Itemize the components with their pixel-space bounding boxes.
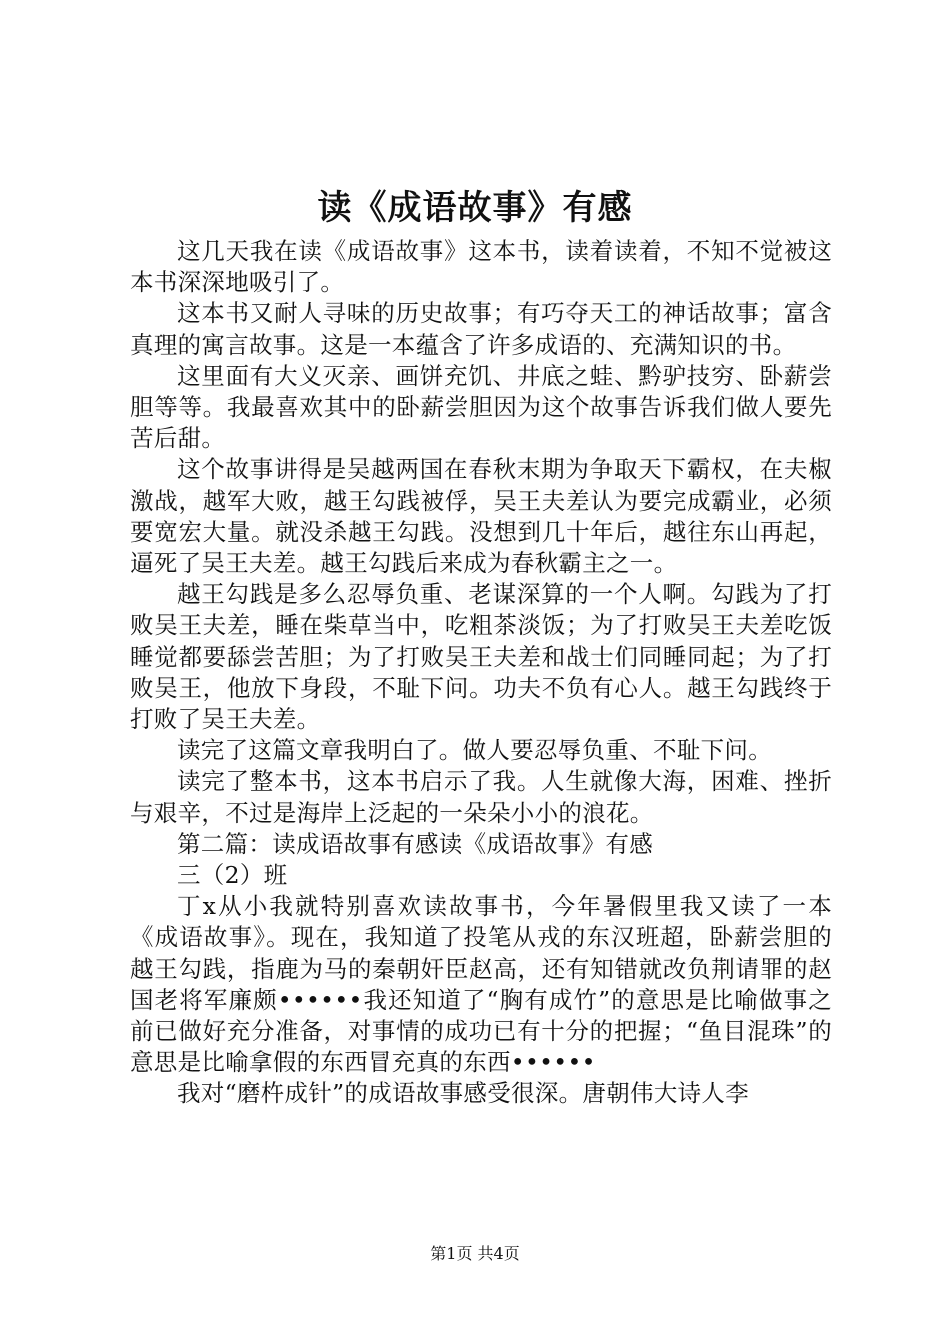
class-label: 三（2）班: [177, 861, 288, 890]
second-article-heading: 第二篇：读成语故事有感读《成语故事》有感: [177, 829, 653, 858]
paragraph: 这个故事讲得是吴越两国在春秋末期为争取天下霸权，在夫椒激战，越军大败，越王勾践被俘，吴王夫差认为要完成霸业，必须要宽宏大量。就没杀越王勾践。没想到几十年后，越往东山再起，逼死了吴王夫差。越王勾践后来成为春秋霸主之一。: [130, 455, 832, 578]
paragraph: 这本书又耐人寻味的历史故事；有巧夺天工的神话故事；富含真理的寓言故事。这是一本蕴含了许多成语的、充满知识的书。: [130, 299, 832, 359]
paragraph: 读完了这篇文章我明白了。做人要忍辱负重、不耻下问。: [177, 736, 772, 765]
document-title: 读《成语故事》有感: [317, 188, 633, 228]
page-number-footer: 第1页 共4页: [430, 1244, 520, 1263]
paragraph: 越王勾践是多么忍辱负重、老谋深算的一个人啊。勾践为了打败吴王夫差，睡在柴草当中，吃粗茶淡饭；为了打败吴王夫差吃饭睡觉都要舔尝苦胆；为了打败吴王夫差和战士们同睡同起；为了打败吴王，他放下身段，不耻下问。功夫不负有心人。越王勾践终于打败了吴王夫差。: [130, 580, 832, 734]
paragraph: 这几天我在读《成语故事》这本书，读着读着，不知不觉被这本书深深地吸引了。: [130, 237, 832, 297]
paragraph: 读完了整本书，这本书启示了我。人生就像大海，困难、挫折与艰辛，不过是海岸上泛起的一朵朵小小的浪花。: [130, 767, 832, 827]
paragraph: 这里面有大义灭亲、画饼充饥、井底之蛙、黔驴技穷、卧薪尝胆等等。我最喜欢其中的卧薪尝胆因为这个故事告诉我们做人要先苦后甜。: [130, 361, 832, 453]
document-body: [130, 236, 832, 1110]
paragraph: 丁x从小我就特别喜欢读故事书，今年暑假里我又读了一本《成语故事》。现在，我知道了投笔从戎的东汉班超，卧薪尝胆的越王勾践，指鹿为马的秦朝奸臣赵高，还有知错就改负荆请罪的赵国老将军廉颇••••••我还知道了“胸有成竹”的意思是比喻做事之前已做好充分准备，对事情的成功已有十分的把握；“鱼目混珠”的意思是比喻拿假的东西冒充真的东西••••••: [130, 892, 832, 1077]
paragraph: 我对“磨杵成针”的成语故事感受很深。唐朝伟大诗人李: [177, 1079, 750, 1108]
